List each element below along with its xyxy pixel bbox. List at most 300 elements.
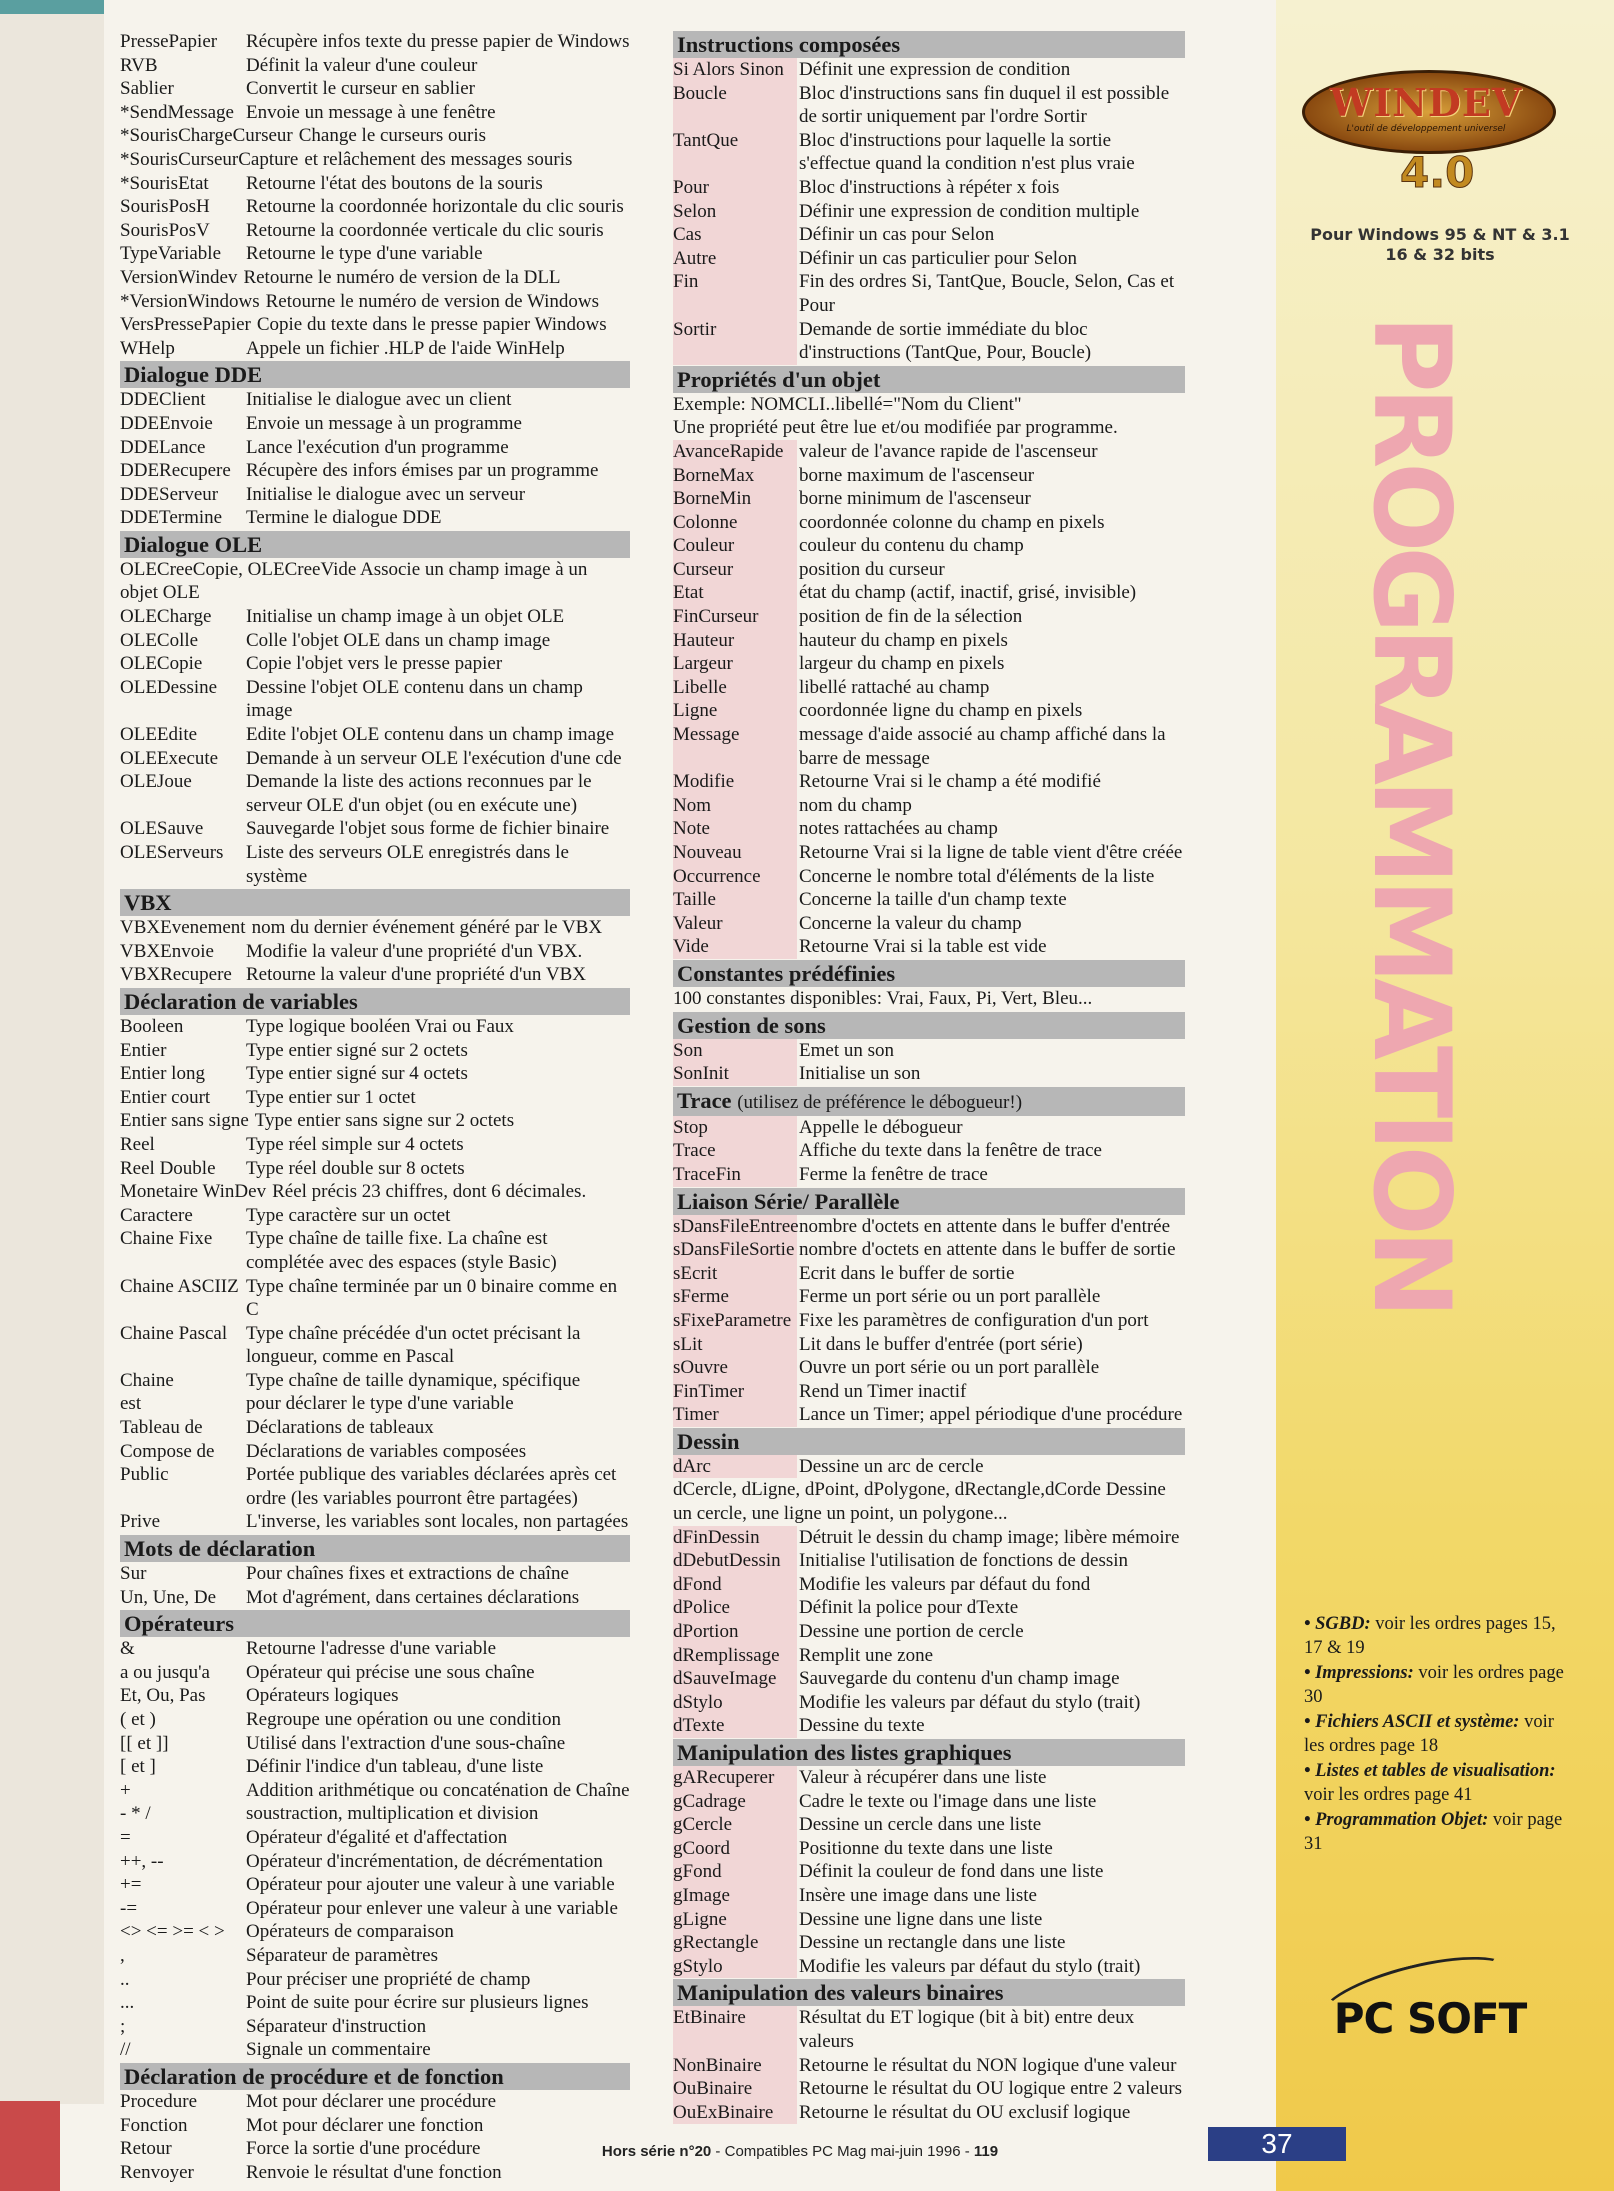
entry-description: Type entier signé sur 4 octets [246,1063,468,1085]
entry-row [120,770,630,817]
entry-description: borne maximum de l'ascenseur [799,464,1035,486]
entry-row [673,912,1185,936]
entry-row [120,1510,630,1534]
entry-description: Retourne Vrai si la table est vide [799,936,1047,958]
entry-row [120,412,630,436]
entry-row [120,436,630,460]
entry-description: Modifie les valeurs par défaut du stylo (trait) [799,1955,1141,1977]
entry-description: Définir l'indice d'un tableau, d'une liste [246,1756,544,1778]
entry-row [120,2038,630,2062]
entry-row [673,1714,1185,1738]
entry-description: Déclarations de tableaux [246,1417,434,1439]
entry-row [673,1262,1185,1286]
entry-row [120,337,630,361]
section-title: Opérateurs [124,1611,234,1637]
entry-row [673,699,1185,723]
entry-row [673,1238,1185,1262]
entry-keyword: gCoord [673,1837,797,1861]
corner-accent-bottom [0,2101,60,2191]
platform-line-2: 16 & 32 bits [1385,245,1495,264]
entry-row [120,963,630,987]
section-header [673,1012,1185,1039]
footer-issue: Hors série n°20 [601,2143,712,2160]
reference-item [1304,1612,1574,1660]
entry-description: borne minimum de l'ascenseur [799,488,1031,510]
entry-description: Lance l'exécution d'un programme [246,436,509,458]
entry-row [673,464,1185,488]
entry-description: Bloc d'instructions à répéter x fois [799,176,1060,198]
entry-description: Appelle le débogueur [799,1116,963,1138]
entry-description: Concerne la taille d'un champ texte [799,889,1067,911]
entry-keyword: OLEDessine [120,676,218,698]
entry-row [673,1549,1185,1573]
entry-keyword: gCadrage [673,1790,797,1814]
entry-row [673,581,1185,605]
entry-row [120,313,630,337]
entry-description: valeur de l'avance rapide de l'ascenseur [799,440,1098,462]
entry-keyword: FinTimer [673,1380,797,1404]
entry-keyword: Trace [673,1139,797,1163]
entry-row [120,1897,630,1921]
entry-keyword: Chaine ASCIIZ [120,1275,239,1297]
entry-description: Envoie un message à une fenêtre [246,101,496,123]
entry-description: Rend un Timer inactif [799,1380,967,1402]
entry-description: Retourne la valeur d'une propriété d'un VBX [246,964,586,986]
entry-keyword: OLEEdite [120,724,198,746]
section-header [673,366,1185,393]
entry-description: Retourne le type d'une variable [246,243,483,265]
entry-keyword: OLECopie [120,653,203,675]
entry-keyword: Prive [120,1511,161,1533]
entry-row [120,1586,630,1610]
entry-keyword: OLECharge [120,606,212,628]
entry-keyword: Sablier [120,78,174,100]
entry-keyword: dPortion [673,1620,797,1644]
entry-row [120,605,630,629]
entry-keyword: EtBinaire [673,2006,797,2053]
entry-description: Retourne la coordonnée verticale du clic souris [246,219,604,241]
section-title: Déclaration de variables [124,988,358,1014]
entry-keyword: Largeur [673,652,797,676]
entry-description: coordonnée ligne du champ en pixels [799,700,1083,722]
entry-row [673,1860,1185,1884]
entry-row [673,770,1185,794]
entry-row [120,77,630,101]
platform-line-1: Pour Windows 95 & NT & 3.1 [1310,225,1570,244]
entry-keyword: BorneMin [673,487,797,511]
entry-keyword: *VersionWindows [120,290,260,312]
entry-keyword: DDERecupere [120,460,231,482]
entry-row [120,1968,630,1992]
entry-description: position de fin de la sélection [799,606,1023,628]
entry-keyword: SonInit [673,1062,797,1086]
entry-description: Change le curseurs ouris [298,125,487,147]
page-references [1304,1612,1574,1857]
entry-description: Définit une expression de condition [799,59,1071,80]
entry-description: Demande de sortie immédiate du bloc d'instructions (TantQue, Pour, Boucle) [799,318,1092,364]
entry-description: Convertit le curseur en sablier [246,78,475,100]
entry-description: Positionne du texte dans une liste [799,1837,1053,1859]
entry-row [120,1779,630,1803]
entry-keyword: sDansFileSortie [673,1238,797,1262]
entry-keyword: ( et ) [120,1709,156,1730]
entry-description: Séparateur de paramètres [246,1944,439,1966]
footer-separator: - [711,2143,725,2160]
entry-row [673,1837,1185,1861]
entry-description: nombre d'octets en attente dans le buffer de sortie [799,1239,1176,1261]
entry-description: Définir une expression de condition multiple [799,200,1140,222]
entry-row [673,2077,1185,2101]
entry-description: Emet un son [799,1039,894,1061]
entry-keyword: DDEServeur [120,483,219,505]
entry-keyword: gLigne [673,1908,797,1932]
entry-keyword: <> <= >= < > [120,1921,225,1943]
entry-keyword: Entier [120,1039,167,1061]
entry-row [673,676,1185,700]
entry-keyword: VBXRecupere [120,964,232,986]
left-column [120,30,630,2184]
entry-row [120,1850,630,1874]
entry-keyword: Entier court [120,1086,211,1108]
entry-row [673,629,1185,653]
entry-row [120,652,630,676]
entry-description: Edite l'objet OLE contenu dans un champ image [246,724,615,746]
section-title: Gestion de sons [677,1012,826,1038]
windev-logo-name: WINDEV [1329,80,1523,125]
entry-keyword: += [120,1874,142,1896]
entry-description: Bloc d'instructions pour laquelle la sortie s'effectue quand la condition n'est plus vraie [799,129,1135,175]
entry-row [120,2137,630,2161]
entry-keyword: TypeVariable [120,243,222,265]
entry-description: couleur du contenu du champ [799,535,1024,557]
entry-keyword: Booleen [120,1015,184,1037]
entry-description: Récupère des infors émises par un programme [246,460,599,482]
entry-row [673,1766,1185,1790]
entry-keyword: dPolice [673,1596,797,1620]
entry-row [120,2161,630,2185]
entry-description: Renvoie le résultat d'une fonction [246,2161,502,2183]
section-header [120,1610,630,1637]
entry-description: Séparateur d'instruction [246,2015,427,2037]
entry-description: Retourne le numéro de version de Windows [265,290,600,312]
entry-description: Modifie les valeurs par défaut du stylo (trait) [799,1691,1141,1713]
entry-description: Appele un fichier .HLP de l'aide WinHelp [246,337,565,359]
entry-description: Type caractère sur un octet [246,1204,451,1226]
entry-keyword: Vide [673,935,797,959]
section-header [120,2063,630,2090]
entry-row [120,940,630,964]
entry-description: Valeur à récupérer dans une liste [799,1767,1047,1788]
entry-row [120,1369,630,1393]
entry-keyword: VersPressePapier [120,314,251,336]
entry-keyword: WHelp [120,337,175,359]
entry-description: Copie du texte dans le presse papier Windows [256,314,607,336]
entry-description: Force la sortie d'une procédure [246,2138,481,2160]
entry-row [120,1227,630,1274]
entry-description: Définir un cas pour Selon [799,224,995,246]
entry-row [673,247,1185,271]
entry-description: Fixe les paramètres de configuration d'un port [799,1309,1149,1331]
entry-description: Signale un commentaire [246,2039,431,2061]
windev-logo-version: 4.0 [1400,148,1475,197]
entry-description: Bloc d'instructions sans fin duquel il est possible de sortir uniquement par l'ordre Sortir [799,82,1170,128]
entry-keyword: BorneMax [673,464,797,488]
entry-description: Concerne la valeur du champ [799,912,1022,934]
entry-row [673,1573,1185,1597]
entry-keyword: sLit [673,1333,797,1357]
section-header [673,1739,1185,1766]
entry-description: Dessine une ligne dans une liste [799,1908,1043,1930]
entry-description: Initialise le dialogue avec un serveur [246,483,526,505]
entry-keyword: ++, -- [120,1850,164,1872]
pcsoft-logo [1300,1960,1560,2060]
entry-row [120,483,630,507]
entry-keyword: Caractere [120,1204,193,1226]
entry-row [120,219,630,243]
entry-description: message d'aide associé au champ affiché dans la barre de message [799,724,1166,769]
entry-keyword: DDELance [120,436,206,458]
entry-description: Retourne le résultat du NON logique d'une valeur [799,2054,1177,2076]
windev-logo-tagline: L'outil de développement universel [1346,124,1506,134]
entry-row [673,652,1185,676]
entry-keyword: - * / [120,1803,151,1825]
entry-keyword: gFond [673,1860,797,1884]
entry-row [673,200,1185,224]
entry-description: Cadre le texte ou l'image dans une liste [799,1790,1097,1812]
platform-info [1290,225,1590,265]
entry-keyword: Pour [673,176,797,200]
entry-keyword: dDebutDessin [673,1549,797,1573]
entry-row [120,723,630,747]
entry-description: Réel précis 23 chiffres, dont 6 décimales. [272,1181,587,1203]
entry-keyword: Entier sans signe [120,1110,249,1132]
entry-description: Opérateur qui précise une sous chaîne [246,1661,535,1683]
entry-description: Remplit une zone [799,1644,934,1666]
entry-row [120,1463,630,1510]
entry-keyword: Boucle [673,82,797,129]
entry-keyword: dFond [673,1573,797,1597]
entry-description: Copie l'objet vers le presse papier [246,653,503,675]
entry-row [673,1285,1185,1309]
entry-row [120,1920,630,1944]
entry-description: Mot pour déclarer une procédure [246,2090,497,2112]
entry-row [120,1708,630,1732]
entry-row [120,1873,630,1897]
entry-description: Type chaîne de taille dynamique, spécifique [246,1369,581,1391]
entry-keyword: gImage [673,1884,797,1908]
entry-keyword: gARecuperer [673,1766,797,1790]
entry-description: Dessine une portion de cercle [799,1621,1024,1643]
entry-keyword: Sortir [673,318,797,365]
entry-keyword: Nom [673,794,797,818]
section-title: Trace [677,1087,732,1113]
entry-description: Sauvegarde l'objet sous forme de fichier binaire [246,818,610,840]
reference-text: voir les ordres pages 15, 17 & 19 [1304,1614,1556,1658]
entry-row [120,747,630,771]
entry-keyword: sDansFileEntree [673,1215,799,1237]
entry-row [673,223,1185,247]
entry-row [120,1392,630,1416]
entry-row [120,1944,630,1968]
entry-description: Portée publique des variables déclarées après cet ordre (les variables pourront être partagées) [246,1464,617,1509]
entry-keyword: Nouveau [673,841,797,865]
entry-keyword: Etat [673,581,797,605]
entry-row [673,1403,1185,1427]
entry-row [673,1955,1185,1979]
entry-description: hauteur du champ en pixels [799,629,1008,651]
entry-row [120,916,630,940]
entry-keyword: OLEExecute [120,747,219,769]
entry-row [120,2090,630,2114]
section-header [673,1188,1185,1215]
entry-keyword: sFerme [673,1285,797,1309]
entry-row [120,817,630,841]
entry-description: Opérateurs logiques [246,1685,399,1707]
entry-keyword: Timer [673,1403,797,1427]
entry-keyword: NonBinaire [673,2054,797,2078]
entry-keyword: Compose de [120,1440,215,1462]
entry-row [120,1039,630,1063]
entry-row [673,865,1185,889]
entry-keyword: Reel Double [120,1157,216,1179]
entry-keyword: OLESauve [120,818,204,840]
entry-description: Retourne Vrai si la ligne de table vient d'être créée [799,842,1183,863]
entry-keyword: Un, Une, De [120,1586,217,1608]
section-title: Constantes prédéfinies [677,960,896,986]
entry-row [120,1637,630,1661]
entry-row [120,841,630,888]
entry-description: Regroupe une opération ou une condition [246,1709,562,1730]
entry-keyword: = [120,1826,131,1848]
entry-full-line: Exemple: NOMCLI..libellé="Nom du Client" [673,393,1022,415]
entry-keyword: FinCurseur [673,605,797,629]
entry-row [673,318,1185,365]
entry-description: nombre d'octets en attente dans le buffer d'entrée [799,1215,1171,1237]
entry-description: Dessine l'objet OLE contenu dans un champ image [246,676,583,722]
entry-row [120,1109,630,1133]
entry-row [120,30,630,54]
entry-keyword: Fonction [120,2114,188,2136]
entry-row [120,676,630,723]
entry-keyword: Monetaire WinDev [120,1181,267,1203]
entry-row [120,290,630,314]
reference-item [1304,1808,1574,1856]
entry-description: Addition arithmétique ou concaténation de Chaîne [246,1779,630,1801]
reference-text: voir les ordres page 41 [1304,1785,1473,1805]
entry-description: Modifie les valeurs par défaut du fond [799,1573,1091,1595]
section-title: Mots de déclaration [124,1536,316,1562]
entry-description: Lance un Timer; appel périodique d'une procédure [799,1404,1183,1426]
entry-description: Retourne Vrai si le champ a été modifié [799,771,1101,793]
entry-description: largeur du champ en pixels [799,653,1005,675]
entry-description: Utilisé dans l'extraction d'une sous-chaîne [246,1732,566,1754]
entry-row [120,1062,630,1086]
entry-row [673,1644,1185,1668]
page-footer [590,2143,1010,2160]
entry-row [673,2054,1185,2078]
entry-keyword: Modifie [673,770,797,794]
entry-description: Opérateur d'incrémentation, de décrémentation [246,1850,603,1872]
entry-keyword: gStylo [673,1955,797,1979]
entry-keyword: dArc [673,1455,797,1479]
entry-row [673,1596,1185,1620]
entry-keyword: dSauveImage [673,1667,797,1691]
section-title: Manipulation des valeurs binaires [677,1980,1004,2006]
entry-keyword: dTexte [673,1714,797,1738]
entry-row [673,511,1185,535]
entry-keyword: Libelle [673,676,797,700]
section-header [120,889,630,916]
entry-keyword: Message [673,723,797,770]
entry-keyword: *SendMessage [120,101,234,123]
entry-keyword: DDEClient [120,389,206,411]
entry-row [120,172,630,196]
section-title: Dialogue OLE [124,531,263,557]
entry-keyword: Public [120,1464,169,1486]
entry-description: Définir un cas particulier pour Selon [799,247,1078,269]
entry-row [120,1826,630,1850]
entry-row [120,1180,630,1204]
entry-keyword: OLEServeurs [120,842,224,863]
entry-keyword: VBXEnvoie [120,940,214,962]
entry-description: Type réel double sur 8 octets [246,1157,465,1179]
corner-accent-top [0,0,104,14]
entry-description: Retourne l'état des boutons de la souris [246,172,543,194]
entry-keyword: Selon [673,200,797,224]
entry-keyword: // [120,2039,131,2061]
entry-description: coordonnée colonne du champ en pixels [799,511,1105,533]
entry-keyword: Si Alors Sinon [673,58,797,82]
entry-description: Ferme la fenêtre de trace [799,1163,988,1185]
entry-row [120,242,630,266]
entry-row [120,2114,630,2138]
entry-row [673,1931,1185,1955]
entry-row [120,1322,630,1369]
entry-keyword: -= [120,1897,138,1919]
entry-row [673,1813,1185,1837]
entry-description: Détruit le dessin du champ image; libère mémoire [799,1526,1180,1548]
entry-keyword: a ou jusqu'a [120,1661,210,1683]
entry-keyword: RVB [120,54,158,76]
section-subtitle: (utilisez de préférence le débogueur!) [737,1091,1023,1113]
entry-keyword: Et, Ou, Pas [120,1685,206,1707]
entry-description: Définit la couleur de fond dans une liste [799,1861,1104,1883]
entry-row [673,1333,1185,1357]
section-header [673,1428,1185,1455]
entry-description: Type réel simple sur 4 octets [246,1133,464,1155]
entry-description: Définit la police pour dTexte [799,1597,1019,1619]
entry-row [120,1275,630,1322]
entry-row [673,1667,1185,1691]
entry-description: Opérateur d'égalité et d'affectation [246,1826,508,1848]
entry-description: Demande à un serveur OLE l'exécution d'une cde [246,747,622,769]
entry-keyword: *SourisCurseurCapture [120,148,299,170]
section-header [673,1979,1185,2006]
entry-row [120,1440,630,1464]
entry-description: et relâchement des messages souris [304,148,573,170]
entry-keyword: OuBinaire [673,2077,797,2101]
section-title: Dialogue DDE [124,362,263,388]
section-header [120,361,630,388]
pcsoft-logo-text: PC SOFT [1333,1994,1527,2043]
entry-keyword: .. [120,1968,130,1990]
right-column [673,30,1185,2124]
entry-keyword: Son [673,1039,797,1063]
reference-label: • Impressions: [1304,1663,1414,1683]
entry-row [120,1086,630,1110]
entry-row [120,1562,630,1586]
entry-row [120,1416,630,1440]
